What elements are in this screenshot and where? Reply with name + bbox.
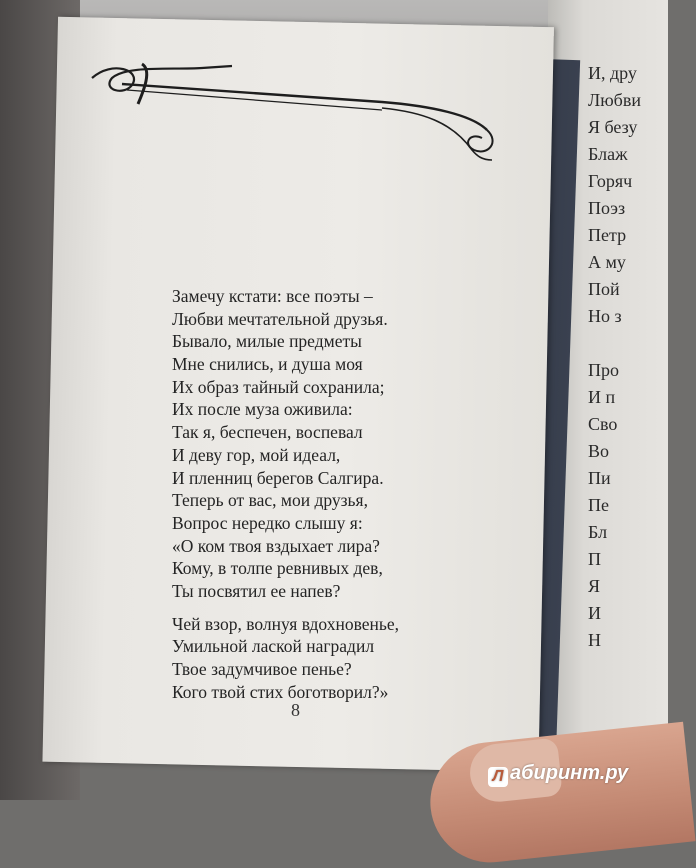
right-line: Во [588, 441, 610, 461]
right-line: И, дру [588, 63, 637, 83]
poem-text [172, 285, 472, 703]
right-line: Пой [588, 279, 620, 299]
poem-line: Мне снились, и душа моя [172, 354, 363, 375]
right-line: И п [588, 387, 616, 407]
watermark-text: абиринт.ру [510, 762, 629, 784]
poem-line: Теперь от вас, мои друзья, [172, 490, 368, 511]
poem-line: Любви мечтательной друзья. [172, 308, 388, 329]
right-line: Я безу [588, 117, 638, 137]
right-line: Но з [588, 306, 622, 326]
labirint-logo-icon: Л [488, 767, 508, 787]
right-line: Пе [588, 495, 609, 515]
right-line: И [588, 603, 601, 623]
right-line: Любви [588, 90, 641, 110]
labirint-watermark [488, 762, 628, 787]
poem-line: Твое задумчивое пенье? [172, 659, 352, 679]
right-line: Я [588, 576, 601, 596]
right-line: Блаж [588, 144, 628, 164]
poem-line: Бывало, милые предметы [172, 331, 362, 352]
right-line: Поэз [588, 198, 626, 218]
poem-line: Их после муза оживила: [172, 399, 353, 420]
poem-line: Ты посвятил ее напев? [172, 580, 341, 601]
right-line: Горяч [588, 171, 633, 191]
right-line: П [588, 549, 601, 569]
right-page-text [588, 60, 641, 650]
page-number: 8 [291, 700, 300, 720]
poem-line: И деву гор, мой идеал, [172, 444, 341, 465]
poem-line: Так я, беспечен, воспевал [172, 422, 363, 443]
poem-line: Умильной лаской наградил [172, 636, 375, 657]
right-line: Петр [588, 225, 627, 245]
poem-line: «О ком твоя вздыхает лира? [172, 535, 380, 556]
poem-line: И пленниц берегов Салгира. [172, 467, 384, 488]
right-line: А му [588, 252, 626, 272]
poem-line: Вопрос нередко слышу я: [172, 512, 363, 533]
right-line: Бл [588, 522, 608, 542]
right-line: Про [588, 360, 619, 380]
poem-line: Замечу кстати: все поэты – [172, 286, 373, 306]
poem-line: Их образ тайный сохранила; [172, 376, 385, 397]
right-line: Н [588, 630, 601, 650]
right-line: Пи [588, 468, 611, 488]
poem-line: Кого твой стих боготворил?» [172, 681, 389, 702]
poem-line: Кому, в толпе ревнивых дев, [172, 558, 383, 579]
poem-line: Чей взор, волнуя вдохновенье, [172, 613, 400, 634]
right-line [588, 330, 636, 357]
flourish-ornament-icon [82, 60, 502, 170]
right-line: Сво [588, 414, 618, 434]
stanza-gap [172, 603, 472, 613]
